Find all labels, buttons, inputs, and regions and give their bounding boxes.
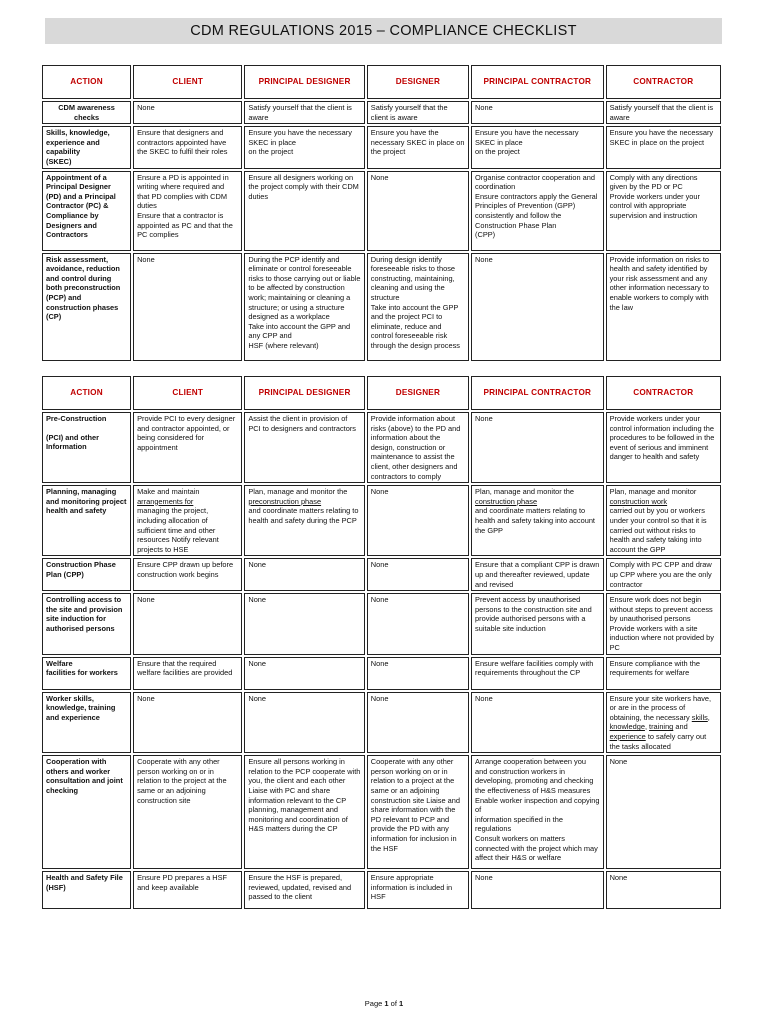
client-cell: Make and maintain arrangements for managing the project, including allocation of sufficient time and other resources Notify relevant projects to HSE xyxy=(133,485,242,556)
table-row xyxy=(42,558,721,591)
contractor-cell: Ensure your site workers have, or are in the process of obtaining, the necessary skills, knowledge, training and experience to safely carry out the tasks allocated xyxy=(606,692,721,754)
client-cell: None xyxy=(133,593,242,655)
principal-designer-cell: Ensure you have the necessary SKEC in place on the project xyxy=(244,126,364,168)
table-row xyxy=(42,412,721,483)
principal-contractor-cell: Ensure welfare facilities comply with requirements throughout the CP xyxy=(471,657,604,690)
header-principal-contractor: PRINCIPAL CONTRACTOR xyxy=(471,65,604,99)
principal-contractor-cell: Prevent access by unauthorised persons to the construction site and provide authorised persons with a suitable site induction xyxy=(471,593,604,655)
contractor-cell: Comply with any directions given by the PD or PC Provide workers under your control with appropriate supervision and instruction xyxy=(606,171,721,251)
header-row xyxy=(42,376,721,410)
principal-designer-cell: Assist the client in provision of PCI to designers and contractors xyxy=(244,412,364,483)
principal-designer-cell: Ensure all persons working in relation to the PCP cooperate with you, the client and each other Liaise with PC and share information relevant to the CP planning, management and monitoring and coordination of H&S matters during the CP xyxy=(244,755,364,869)
principal-contractor-cell: Organise contractor cooperation and coordination Ensure contractors apply the General Principles of Prevention (GPP) consistently and follow the Construction Phase Plan (CPP) xyxy=(471,171,604,251)
header-designer: DESIGNER xyxy=(367,376,469,410)
header-action: ACTION xyxy=(42,376,131,410)
action-cell: Appointment of a Principal Designer (PD) and a Principal Contractor (PC) & Compliance by Designers and Contractors xyxy=(42,171,131,251)
designer-cell: None xyxy=(367,593,469,655)
client-cell: Ensure that the required welfare facilities are provided xyxy=(133,657,242,690)
designer-cell: None xyxy=(367,558,469,591)
table-row xyxy=(42,126,721,168)
contractor-cell: Ensure compliance with the requirements for welfare xyxy=(606,657,721,690)
contractor-cell: Comply with PC CPP and draw up CPP where you are the only contractor xyxy=(606,558,721,591)
designer-cell: None xyxy=(367,657,469,690)
principal-designer-cell: During the PCP identify and eliminate or control foreseeable risks to those carrying out or liable to be affected by construction work; maintaining or cleaning a structure; or using a structure designed as a workplace Take into account the GPP and any CPP and HSF (where relevant) xyxy=(244,253,364,361)
designer-cell: Ensure appropriate information is included in HSF xyxy=(367,871,469,909)
principal-contractor-cell: None xyxy=(471,412,604,483)
designer-cell: Satisfy yourself that the client is aware xyxy=(367,101,469,124)
table-row xyxy=(42,657,721,690)
client-cell: Ensure PD prepares a HSF and keep available xyxy=(133,871,242,909)
contractor-cell: Provide information on risks to health and safety identified by your risk assessment and any other information necessary to enable workers to comply with the law xyxy=(606,253,721,361)
principal-contractor-cell: Plan, manage and monitor the construction phase and coordinate matters relating to health and safety taking into account the GPP xyxy=(471,485,604,556)
header-designer: DESIGNER xyxy=(367,65,469,99)
action-cell: Controlling access to the site and provision site induction for authorised persons xyxy=(42,593,131,655)
action-cell: Risk assessment, avoidance, reduction and control during both preconstruction (PCP) and construction phases (CP) xyxy=(42,253,131,361)
client-cell: Provide PCI to every designer and contractor appointed, or being considered for appointment xyxy=(133,412,242,483)
header-principal-designer: PRINCIPAL DESIGNER xyxy=(244,376,364,410)
action-cell: Worker skills, knowledge, training and experience xyxy=(42,692,131,754)
footer-of: of xyxy=(390,999,397,1008)
contractor-cell: Plan, manage and monitor construction work carried out by you or workers under your control so that it is carried out without risks to health and safety taking into account the GPP xyxy=(606,485,721,556)
principal-designer-cell: Ensure all designers working on the project comply with their CDM duties xyxy=(244,171,364,251)
principal-contractor-cell: Arrange cooperation between you and construction workers in developing, promoting and checking the effectiveness of H&S measures Enable worker inspection and copying of information specified in the regulations Consult workers on matters connected with the project which may affect their H&S or welfare xyxy=(471,755,604,869)
table-row xyxy=(42,485,721,556)
principal-designer-cell: None xyxy=(244,558,364,591)
contractor-cell: None xyxy=(606,871,721,909)
action-cell: CDM awareness checks xyxy=(42,101,131,124)
action-cell: Cooperation with others and worker consultation and joint checking xyxy=(42,755,131,869)
principal-designer-cell: Ensure the HSF is prepared, reviewed, updated, revised and passed to the client xyxy=(244,871,364,909)
header-contractor: CONTRACTOR xyxy=(606,376,721,410)
action-cell: Skills, knowledge, experience and capability (SKEC) xyxy=(42,126,131,168)
table-row xyxy=(42,692,721,754)
designer-cell: None xyxy=(367,171,469,251)
principal-contractor-cell: None xyxy=(471,692,604,754)
action-cell: Planning, managing and monitoring project health and safety xyxy=(42,485,131,556)
principal-contractor-cell: None xyxy=(471,253,604,361)
action-cell: Welfare facilities for workers xyxy=(42,657,131,690)
designer-cell: Cooperate with any other person working on or in relation to a project at the same or an adjoining construction site Liaise and share information with the PD relevant to PCP and provide the PD with any information for inclusion in the HSF xyxy=(367,755,469,869)
principal-contractor-cell: Ensure you have the necessary SKEC in place on the project xyxy=(471,126,604,168)
table-row xyxy=(42,171,721,251)
designer-cell: Provide information about risks (above) to the PD and information about the design, construction or maintenance to assist the client, other designers and contractors to comply xyxy=(367,412,469,483)
principal-designer-cell: None xyxy=(244,657,364,690)
contractor-cell: None xyxy=(606,755,721,869)
header-principal-designer: PRINCIPAL DESIGNER xyxy=(244,65,364,99)
designer-cell: None xyxy=(367,485,469,556)
contractor-cell: Provide workers under your control information including the procedures to be followed in the event of serious and imminent danger to health and safety xyxy=(606,412,721,483)
contractor-cell: Satisfy yourself that the client is aware xyxy=(606,101,721,124)
compliance-table-2 xyxy=(40,374,723,911)
principal-contractor-cell: None xyxy=(471,871,604,909)
client-cell: Ensure CPP drawn up before construction work begins xyxy=(133,558,242,591)
designer-cell: None xyxy=(367,692,469,754)
principal-designer-cell: None xyxy=(244,692,364,754)
action-cell: Pre-Construction (PCI) and other Information xyxy=(42,412,131,483)
contractor-cell: Ensure you have the necessary SKEC in place on the project xyxy=(606,126,721,168)
client-cell: Ensure that designers and contractors appointed have the SKEC to fulfil their roles xyxy=(133,126,242,168)
designer-cell: Ensure you have the necessary SKEC in place on the project xyxy=(367,126,469,168)
table-row xyxy=(42,871,721,909)
header-client: CLIENT xyxy=(133,376,242,410)
footer-prefix: Page xyxy=(364,999,383,1008)
table-row xyxy=(42,755,721,869)
table-row xyxy=(42,593,721,655)
header-action: ACTION xyxy=(42,65,131,99)
principal-designer-cell: None xyxy=(244,593,364,655)
client-cell: None xyxy=(133,692,242,754)
page-title: CDM REGULATIONS 2015 – COMPLIANCE CHECKLIST xyxy=(45,18,722,44)
contractor-cell: Ensure work does not begin without steps to prevent access by unauthorised persons Provide workers with a site induction where not provided by PC xyxy=(606,593,721,655)
client-cell: Cooperate with any other person working on or in relation to the project at the same or an adjoining construction site xyxy=(133,755,242,869)
designer-cell: During design identify foreseeable risks to those constructing, maintaining, cleaning and using the structure Take into account the GPP and the project PCI to eliminate, reduce and control foreseeable risk through the design process xyxy=(367,253,469,361)
compliance-table-1 xyxy=(40,63,723,363)
table-row xyxy=(42,253,721,361)
client-cell: None xyxy=(133,253,242,361)
action-cell: Construction Phase Plan (CPP) xyxy=(42,558,131,591)
page-footer xyxy=(0,999,768,1008)
footer-page-number: 1 xyxy=(384,999,389,1008)
action-cell: Health and Safety File (HSF) xyxy=(42,871,131,909)
header-principal-contractor: PRINCIPAL CONTRACTOR xyxy=(471,376,604,410)
table-row xyxy=(42,101,721,124)
footer-total-pages: 1 xyxy=(399,999,404,1008)
principal-contractor-cell: Ensure that a compliant CPP is drawn up and thereafter reviewed, update and revised xyxy=(471,558,604,591)
principal-designer-cell: Plan, manage and monitor the preconstruction phase and coordinate matters relating to health and safety during the PCP xyxy=(244,485,364,556)
header-client: CLIENT xyxy=(133,65,242,99)
header-contractor: CONTRACTOR xyxy=(606,65,721,99)
header-row xyxy=(42,65,721,99)
client-cell: Ensure a PD is appointed in writing where required and that PD complies with CDM duties Ensure that a contractor is appointed as PC and that the PC complies xyxy=(133,171,242,251)
client-cell: None xyxy=(133,101,242,124)
principal-contractor-cell: None xyxy=(471,101,604,124)
principal-designer-cell: Satisfy yourself that the client is aware xyxy=(244,101,364,124)
